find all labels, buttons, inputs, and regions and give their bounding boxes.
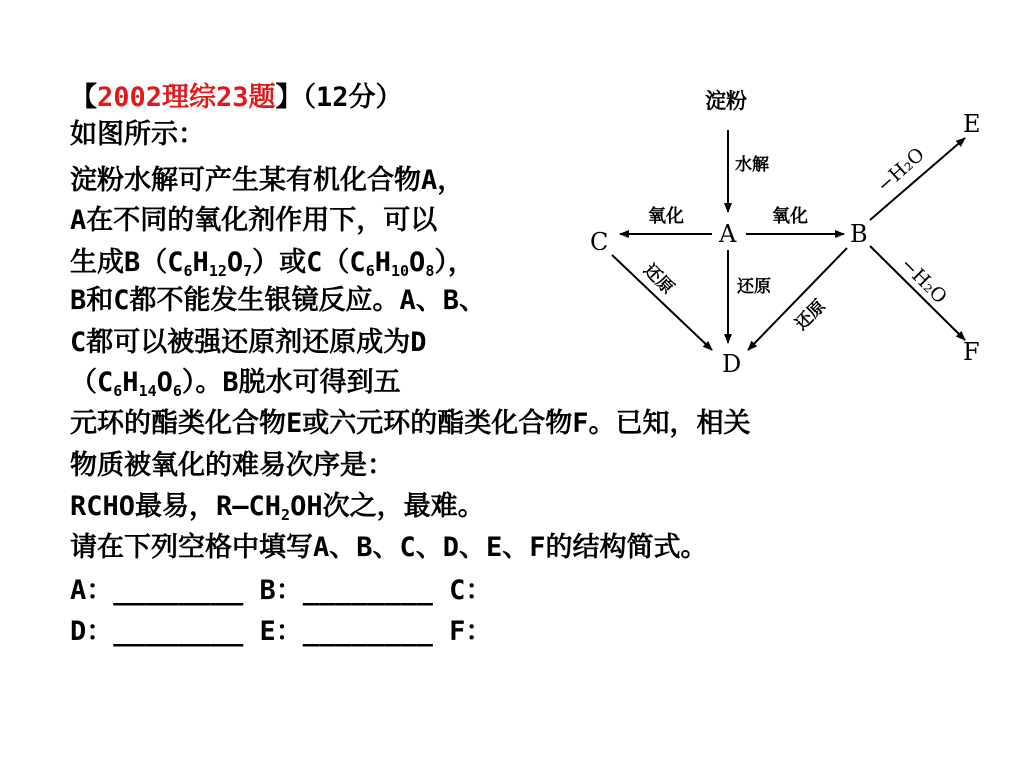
text-line-2: 淀粉水解可产生某有机化合物A， [70, 165, 465, 196]
label-oxidation-left: 氧化 [648, 206, 684, 227]
label-dehydrate-bottom: −H₂O [896, 253, 952, 309]
arrow-B-to-D [748, 248, 847, 350]
text-line-10: RCHO最易，$R—CH_2OH$次之，最难。 [70, 491, 485, 524]
node-E: E [963, 110, 981, 138]
node-F: F [963, 338, 980, 366]
label-reduction-mid: 还原 [737, 277, 771, 297]
problem-source: 2002理综23题 [97, 82, 276, 113]
node-A: A [719, 220, 737, 248]
text-line-4: 生成$B(C_6H_{12}O_7)$或$C(C_6H_{10}O_8)$， [70, 247, 475, 280]
bracket-close: 】 [275, 82, 303, 113]
text-line-6: C都可以被强还原剂还原成为D [70, 327, 427, 358]
label-oxidation-right: 氧化 [772, 206, 808, 227]
text-line-5: B和C都不能发生银镜反应。A、B、 [70, 285, 487, 316]
node-B: B [850, 220, 868, 248]
bracket-open: 【 [70, 82, 97, 113]
text-line-3: A在不同的氧化剂作用下，可以 [70, 205, 438, 236]
answer-line-2: D：________ E：________ F： [70, 616, 493, 647]
text-line-8: 元环的酯类化合物E或六元环的酯类化合物F。已知，相关 [70, 408, 751, 439]
text-line-1: 如图所示： [70, 119, 205, 150]
text-line-9: 物质被氧化的难易次序是： [70, 450, 394, 481]
node-C: C [590, 228, 609, 256]
problem-points: （12分） [302, 82, 403, 113]
label-reduction-right: 还原 [791, 296, 830, 335]
label-reduction-left: 还原 [639, 260, 678, 299]
node-starch: 淀粉 [705, 88, 747, 113]
label-hydrolysis: 水解 [735, 155, 769, 175]
node-D: D [722, 350, 742, 378]
answer-line-1: A：________ B：________ C： [70, 575, 493, 606]
text-line-7: $(C_6H_{14}O_6)$。B脱水可得到五 [70, 367, 401, 400]
label-dehydrate-top: −H₂O [872, 143, 929, 198]
text-line-11: 请在下列空格中填写A、B、C、D、E、F的结构简式。 [70, 532, 708, 563]
